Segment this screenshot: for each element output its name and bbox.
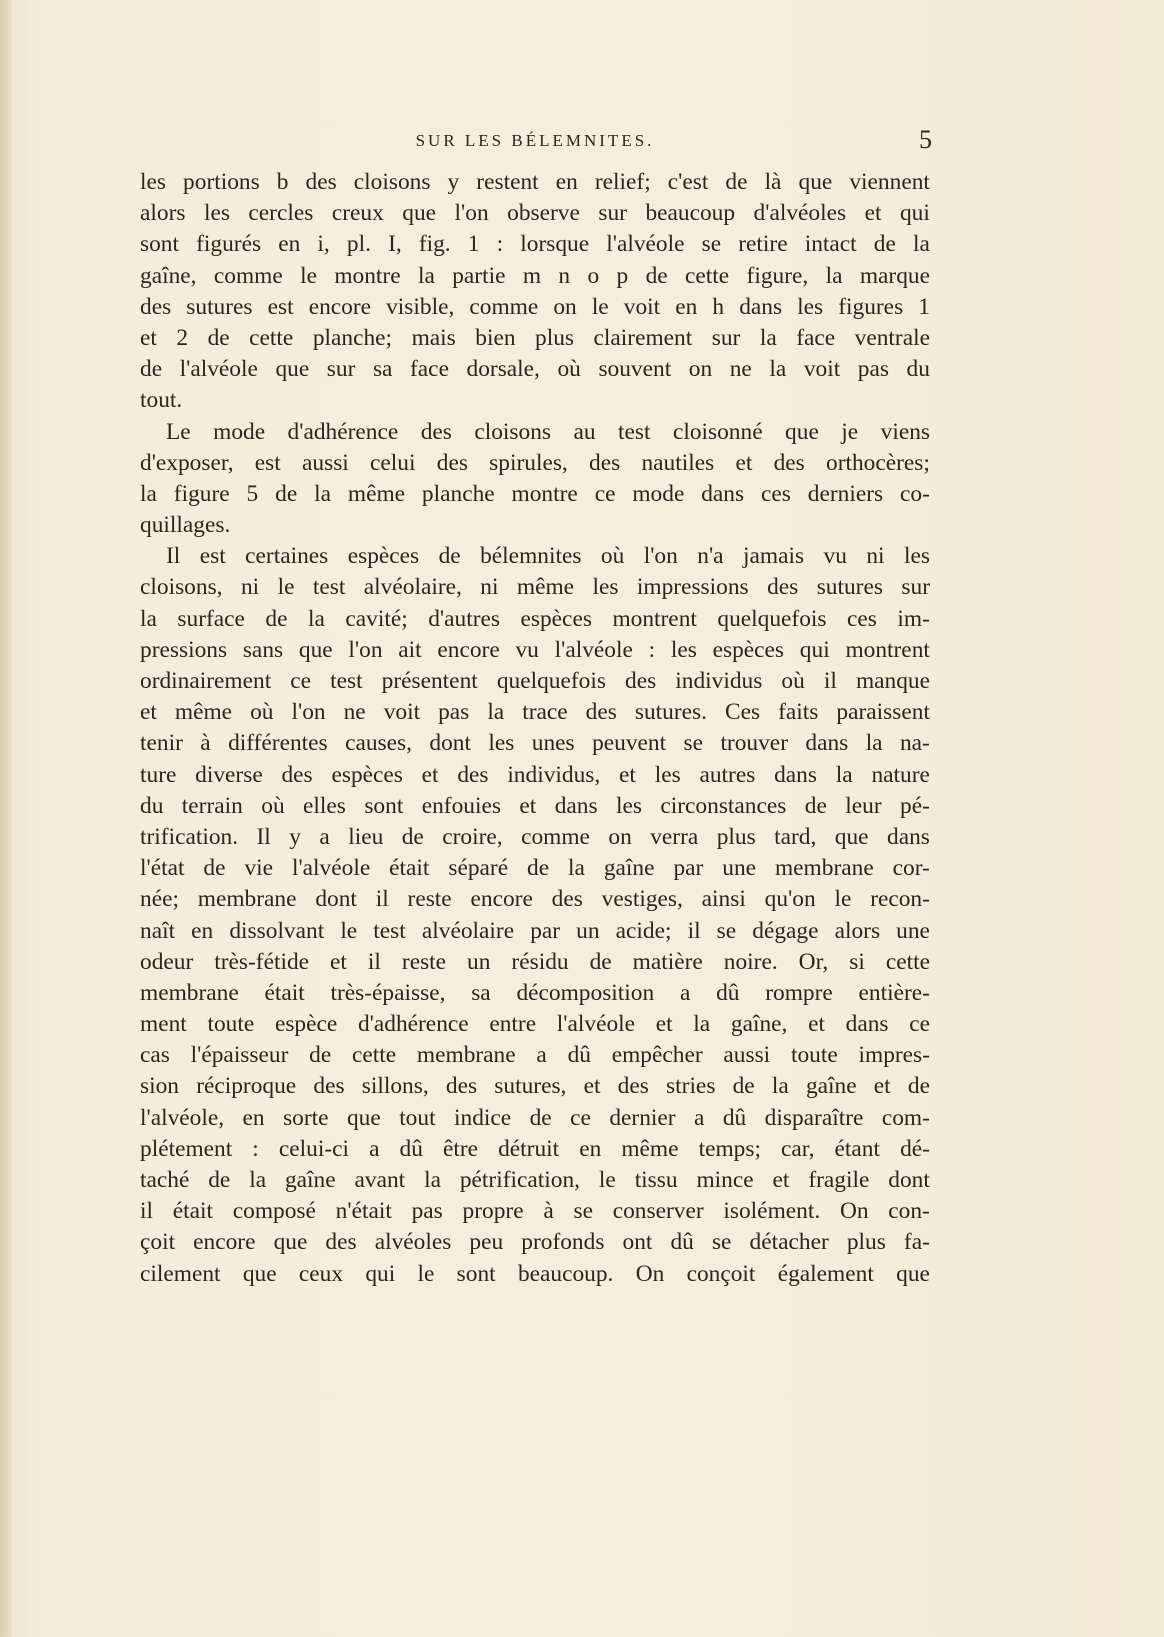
running-title: SUR LES BÉLEMNITES. [415, 131, 655, 150]
text-line: la figure 5 de la même planche montre ce mode dans ces derniers co- [140, 480, 930, 507]
text-line: naît en dissolvant le test alvéolaire par un acide; il se dégage alors une [140, 917, 930, 944]
text-line: quillages. [140, 512, 231, 539]
page-binding-edge [0, 0, 12, 1637]
text-line: tenir à différentes causes, dont les unes peuvent se trouver dans la na- [140, 730, 930, 757]
text-line: ture diverse des espèces et des individus, et les autres dans la nature [140, 761, 930, 788]
text-line: ment toute espèce d'adhérence entre l'alvéole et la gaîne, et dans ce [140, 1011, 930, 1038]
text-line: des sutures est encore visible, comme on le voit en h dans les figures 1 [140, 293, 930, 320]
text-line: il était composé n'était pas propre à se conserver isolément. On con- [140, 1198, 930, 1225]
text-line: d'exposer, est aussi celui des spirules, des nautiles et des orthocères; [140, 449, 930, 476]
text-line: tout. [140, 387, 183, 414]
text-line: la surface de la cavité; d'autres espèces montrent quelquefois ces im- [140, 605, 930, 632]
text-line: trification. Il y a lieu de croire, comme on verra plus tard, que dans [140, 823, 930, 850]
text-line: et même où l'on ne voit pas la trace des sutures. Ces faits paraissent [140, 699, 930, 726]
text-line: sont figurés en i, pl. I, fig. 1 : lorsque l'alvéole se retire intact de la [140, 231, 930, 258]
text-line: cloisons, ni le test alvéolaire, ni même les impressions des sutures sur [140, 574, 930, 601]
text-line: née; membrane dont il reste encore des vestiges, ainsi qu'on le recon- [140, 886, 930, 913]
text-line: pressions sans que l'on ait encore vu l'alvéole : les espèces qui montrent [140, 636, 930, 663]
text-line: les portions b des cloisons y restent en relief; c'est de là que viennent [140, 169, 930, 195]
text-line: sion réciproque des sillons, des sutures, et des stries de la gaîne et de [140, 1073, 930, 1100]
text-line: Il est certaines espèces de bélemnites où l'on n'a jamais vu ni les [166, 543, 930, 570]
running-head [140, 125, 932, 159]
text-line: de l'alvéole que sur sa face dorsale, où souvent on ne la voit pas du [140, 356, 930, 383]
text-line: ordinairement ce test présentent quelquefois des individus où il manque [140, 668, 930, 694]
text-line: odeur très-fétide et il reste un résidu de matière noire. Or, si cette [140, 948, 930, 975]
text-line: alors les cercles creux que l'on observe sur beaucoup d'alvéoles et qui [140, 200, 930, 227]
text-line: et 2 de cette planche; mais bien plus clairement sur la face ventrale [140, 324, 930, 351]
text-line: cilement que ceux qui le sont beaucoup. On conçoit également que [140, 1260, 930, 1287]
text-line: cas l'épaisseur de cette membrane a dû empêcher aussi toute impres- [140, 1042, 930, 1069]
text-line: gaîne, comme le montre la partie m n o p de cette figure, la marque [140, 262, 930, 289]
text-line: plétement : celui-ci a dû être détruit en même temps; car, étant dé- [140, 1135, 930, 1162]
page-number: 5 [919, 125, 932, 154]
text-line: çoit encore que des alvéoles peu profonds ont dû se détacher plus fa- [140, 1229, 930, 1256]
text-line: membrane était très-épaisse, sa décomposition a dû rompre entière- [140, 979, 930, 1006]
text-line: Le mode d'adhérence des cloisons au test cloisonné que je viens [166, 418, 930, 445]
text-line: l'alvéole, en sorte que tout indice de ce dernier a dû disparaître com- [140, 1104, 930, 1131]
body-text [140, 167, 930, 1290]
text-line: du terrain où elles sont enfouies et dans les circonstances de leur pé- [140, 792, 930, 819]
text-line: l'état de vie l'alvéole était séparé de la gaîne par une membrane cor- [140, 855, 930, 882]
text-line: taché de la gaîne avant la pétrification, le tissu mince et fragile dont [140, 1167, 930, 1193]
